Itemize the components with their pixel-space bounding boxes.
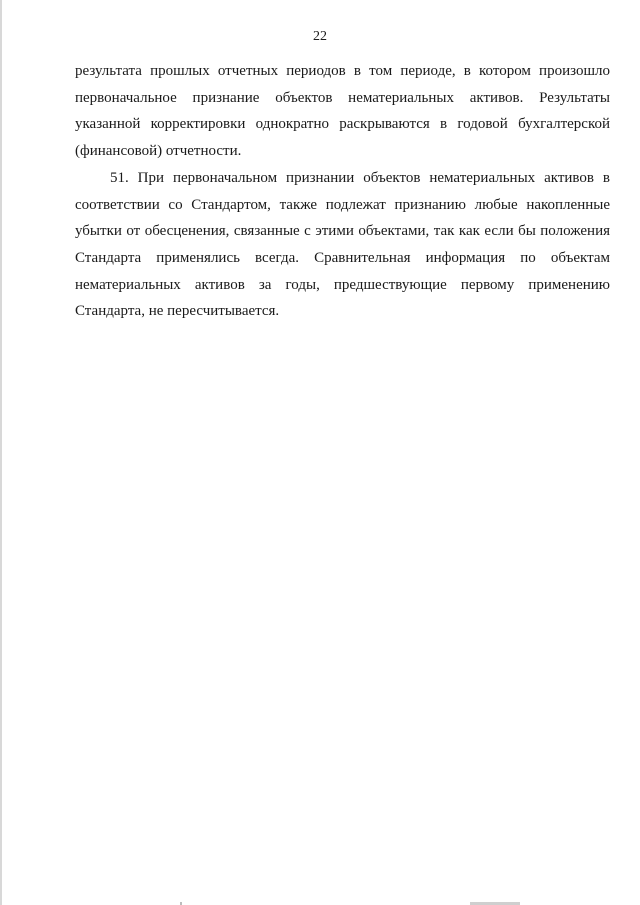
text-line: соответствии со Стандартом, также подлежат признанию любые накопленные [75, 196, 610, 213]
text-line: Стандарта применялись всегда. Сравнительная информация по объектам [75, 249, 610, 266]
paragraph-51 [75, 165, 610, 325]
scan-edge-left [0, 0, 2, 905]
text-line: нематериальных активов за годы, предшествующие первому применению [75, 276, 610, 293]
text-line: первоначальное признание объектов нематериальных активов. Результаты [75, 89, 610, 106]
text-line: результата прошлых отчетных периодов в том периоде, в котором произошло [75, 63, 610, 79]
paragraph-continuation [75, 58, 610, 165]
text-line: указанной корректировки однократно раскрываются в годовой бухгалтерской [75, 116, 610, 133]
text-line: убытки от обесценения, связанные с этими объектами, так как если бы положения [75, 223, 610, 240]
document-body [75, 58, 610, 325]
text-line: 51. При первоначальном признании объектов нематериальных активов в [110, 169, 610, 186]
text-line: (финансовой) отчетности. [75, 143, 242, 160]
page-number: 22 [313, 29, 327, 44]
text-line: Стандарта, не пересчитывается. [75, 303, 280, 320]
